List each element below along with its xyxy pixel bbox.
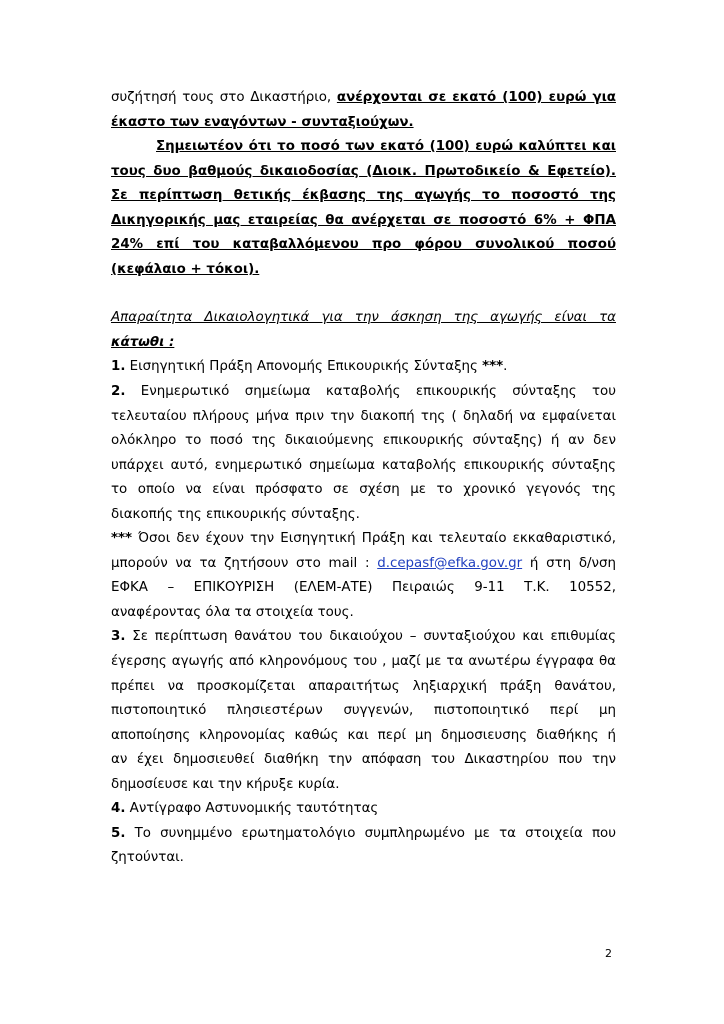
item-number: 4.: [111, 801, 126, 817]
item-text: Σε περίπτωση θανάτου του δικαιούχου – συνταξιούχου και επιθυμίας: [125, 629, 616, 645]
list-item-2-line-5: το οποίο να είναι πρόσφατο σε σχέση με το χρονικό γεγονός της: [111, 482, 616, 498]
note-line-4: Δικηγορικής μας εταιρείας θα ανέρχεται σε ποσοστό 6% + ΦΠΑ: [111, 212, 616, 228]
list-item-2-line-4: υπάρχει αυτό, ενημερωτικό σημείωμα καταβολής επικουρικής σύνταξης: [111, 457, 616, 473]
footnote-line-2: [111, 552, 616, 577]
footnote-line-4: αναφέροντας όλα τα στοιχεία τους.: [111, 604, 354, 620]
item-text: Το συνημμένο ερωτηματολόγιο συμπληρωμένο με τα στοιχεία που: [125, 825, 616, 841]
list-item-3-line-2: έγερσης αγωγής από κληρονόμους του , μαζί με τα ανωτέρω έγγραφα θα: [111, 654, 616, 670]
item-number: 1.: [111, 359, 126, 375]
fee-line-1: [111, 86, 616, 111]
footnote-line-1: [111, 527, 616, 552]
list-item-3-line-3: πρέπει να προσκομίζεται απαραιτήτως ληξιαρχική πράξη θανάτου,: [111, 678, 616, 694]
requirements-heading-line-1: Απαραίτητα Δικαιολογητικά για την άσκηση της αγωγής είναι τα: [111, 310, 616, 326]
footnote-text: ή στη δ/νση: [522, 555, 617, 571]
list-item-4: [111, 797, 616, 822]
footnote-text: μπορούν να τα ζητήσουν στο mail :: [111, 555, 378, 571]
note-line-6: (κεφάλαιο + τόκοι).: [111, 261, 260, 277]
list-item-2-line-2: τελευταίου πλήρους μήνα πριν την διακοπή της ( δηλαδή να εμφαίνεται: [111, 408, 616, 424]
list-item-2: [111, 380, 616, 405]
note-line-3: Σε περίπτωση θετικής έκβασης της αγωγής το ποσοστό της: [111, 188, 616, 204]
fee-amount-text: ανέρχονται σε εκατό (100) ευρώ για: [336, 90, 616, 105]
fee-text: συζήτησή τους στο Δικαστήριο,: [111, 90, 337, 105]
note-line-1: Σημειωτέον ότι το ποσό των εκατό (100) ευρώ καλύπτει και: [156, 139, 616, 155]
item-text: Αντίγραφο Αστυνομικής ταυτότητας: [125, 801, 379, 817]
email-link[interactable]: d.cepasf@efka.gov.gr: [377, 555, 523, 571]
item-number: 3.: [111, 629, 126, 645]
item-text: Εισηγητική Πράξη Απονομής Επικουρικής Σύνταξης: [125, 359, 483, 375]
list-item-3-line-7: δημοσίευσε και την κήρυξε κυρία.: [111, 776, 340, 792]
list-item-5-line-2: ζητούνται.: [111, 850, 184, 866]
list-item-5: [111, 822, 616, 847]
list-item-3: [111, 625, 616, 650]
item-number: 2.: [111, 384, 126, 400]
list-item-3-line-6: αν έχει δημοσιευθεί διαθήκη την απόφαση του Δικαστηρίου που την: [111, 752, 616, 768]
note-line-2: τους δυο βαθμούς δικαιοδοσίας (Διοικ. Πρωτοδικείο & Εφετείο).: [111, 163, 616, 179]
list-item-3-line-5: αποποίησης κληρονομίας καθώς και περί μη δημοσιευσης διαθήκης ή: [111, 727, 616, 743]
footnote-marker: ***: [111, 531, 133, 547]
footnote-text: Όσοι δεν έχουν την Εισηγητική Πράξη και τελευταίο εκκαθαριστικό,: [132, 531, 616, 547]
list-item-2-line-3: ολόκληρο το ποσό της δικαιούμενης επικουρικής σύνταξης) ή αν δεν: [111, 433, 616, 449]
footnote-line-3: ΕΦΚΑ – ΕΠΙΚΟΥΡΙΣΗ (ΕΛΕΜ-ΑΤΕ) Πειραιώς 9-11 Τ.Κ. 10552,: [111, 580, 616, 596]
document-page: [111, 86, 616, 871]
item-text: Ενημερωτικό σημείωμα καταβολής επικουρικής σύνταξης του: [125, 384, 616, 400]
item-text-end: .: [503, 359, 508, 375]
item-number: 5.: [111, 825, 126, 841]
page-number: 2: [605, 947, 612, 960]
footnote-marker: ***: [482, 359, 504, 375]
paragraph-gap: [111, 282, 616, 306]
requirements-heading-line-2: κάτωθι :: [111, 334, 175, 350]
fee-line-2: έκαστο των εναγόντων - συνταξιούχων.: [111, 114, 414, 130]
list-item-3-line-4: πιστοποιητικό πλησιεστέρων συγγενών, πιστοποιητικό περί μη: [111, 703, 616, 719]
note-line-5: 24% επί του καταβαλλόμενου προ φόρου συνολικού ποσού: [111, 237, 616, 253]
list-item-1: [111, 355, 616, 380]
list-item-2-line-6: διακοπής της επικουρικής σύνταξης.: [111, 506, 360, 522]
